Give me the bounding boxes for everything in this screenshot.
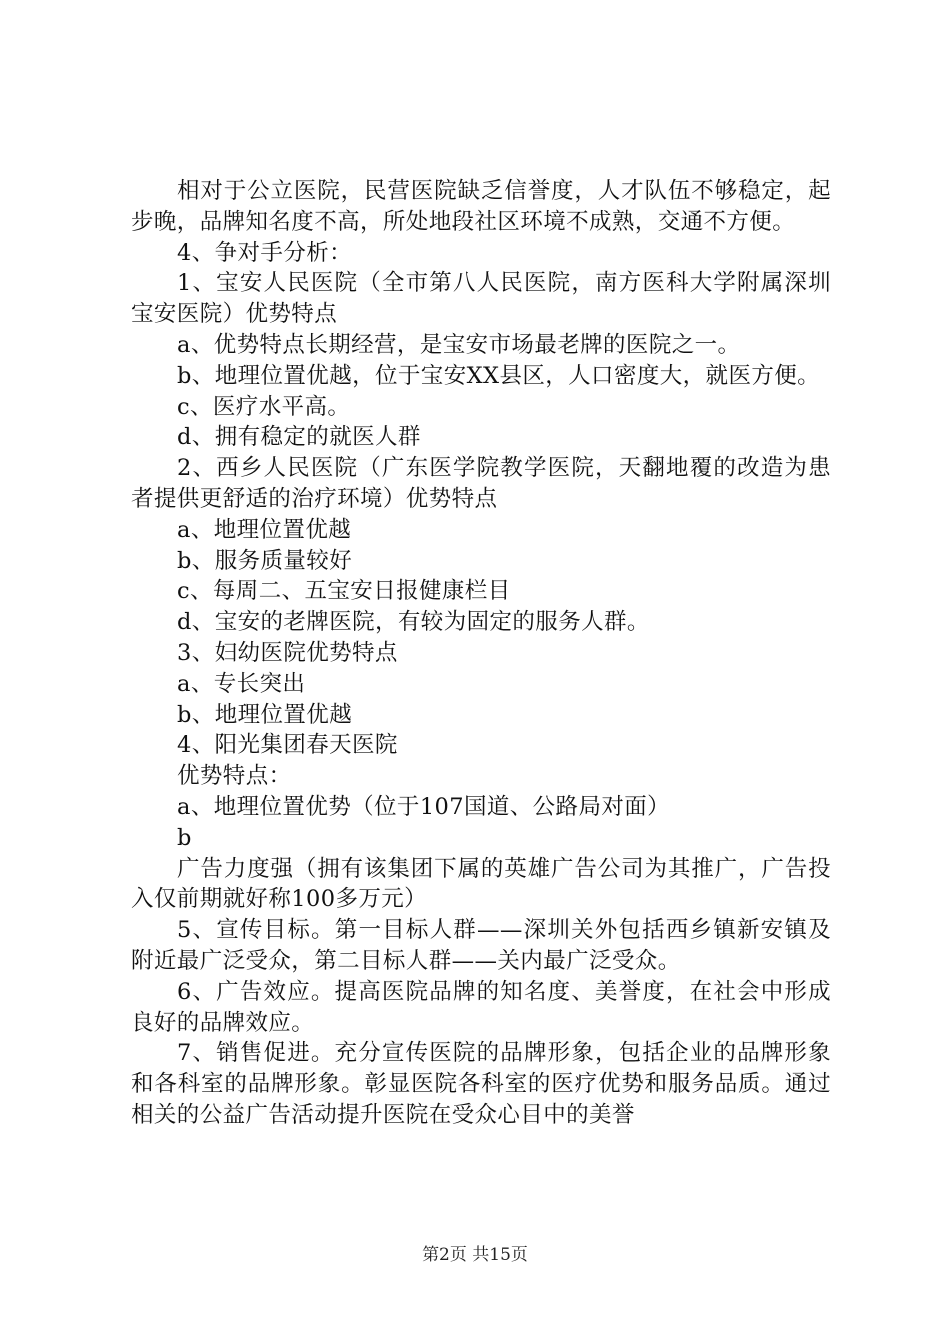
paragraph: 7、销售促进。充分宣传医院的品牌形象，包括企业的品牌形象和各科室的品牌形象。彰显医院各科室的医疗优势和服务品质。通过相关的公益广告活动提升医院在受众心目中的美誉 — [131, 1040, 831, 1128]
paragraph: 6、广告效应。提高医院品牌的知名度、美誉度，在社会中形成良好的品牌效应。 — [131, 978, 831, 1036]
list-item: b、地理位置优越 — [177, 701, 353, 728]
list-item: a、地理位置优势（位于107国道、公路局对面） — [177, 793, 671, 820]
list-item: a、优势特点长期经营，是宝安市场最老牌的医院之一。 — [177, 331, 741, 358]
page-footer — [0, 1244, 950, 1266]
paragraph: 广告力度强（拥有该集团下属的英雄广告公司为其推广，广告投入仅前期就好称100多万元） — [131, 855, 831, 913]
paragraph: 4、阳光集团春天医院 — [177, 732, 398, 759]
list-item: a、地理位置优越 — [177, 516, 352, 543]
list-item: b、地理位置优越，位于宝安XX县区，人口密度大，就医方便。 — [177, 362, 821, 389]
paragraph: 1、宝安人民医院（全市第八人民医院，南方医科大学附属深圳宝安医院）优势特点 — [131, 270, 831, 328]
list-item: c、医疗水平高。 — [177, 393, 351, 420]
paragraph: 优势特点： — [177, 763, 292, 790]
list-item: b — [177, 824, 192, 851]
list-item: b、服务质量较好 — [177, 547, 353, 574]
document-body — [131, 176, 831, 1131]
list-item: d、宝安的老牌医院，有较为固定的服务人群。 — [177, 609, 650, 636]
list-item: d、拥有稳定的就医人群 — [177, 424, 421, 451]
paragraph: 相对于公立医院，民营医院缺乏信誉度，人才队伍不够稳定，起步晚，品牌知名度不高，所处地段社区环境不成熟，交通不方便。 — [131, 178, 831, 235]
paragraph: 3、妇幼医院优势特点 — [177, 639, 398, 666]
paragraph: 2、西乡人民医院（广东医学院教学医院，天翻地覆的改造为患者提供更舒适的治疗环境）优势特点 — [131, 455, 831, 512]
list-item: c、每周二、五宝安日报健康栏目 — [177, 578, 511, 605]
page-number-label: 第2页 共15页 — [422, 1245, 528, 1265]
section-heading: 4、争对手分析： — [177, 239, 353, 266]
paragraph: 5、宣传目标。第一目标人群——深圳关外包括西乡镇新安镇及附近最广泛受众，第二目标人群——关内最广泛受众。 — [131, 917, 831, 974]
list-item: a、专长突出 — [177, 670, 306, 697]
